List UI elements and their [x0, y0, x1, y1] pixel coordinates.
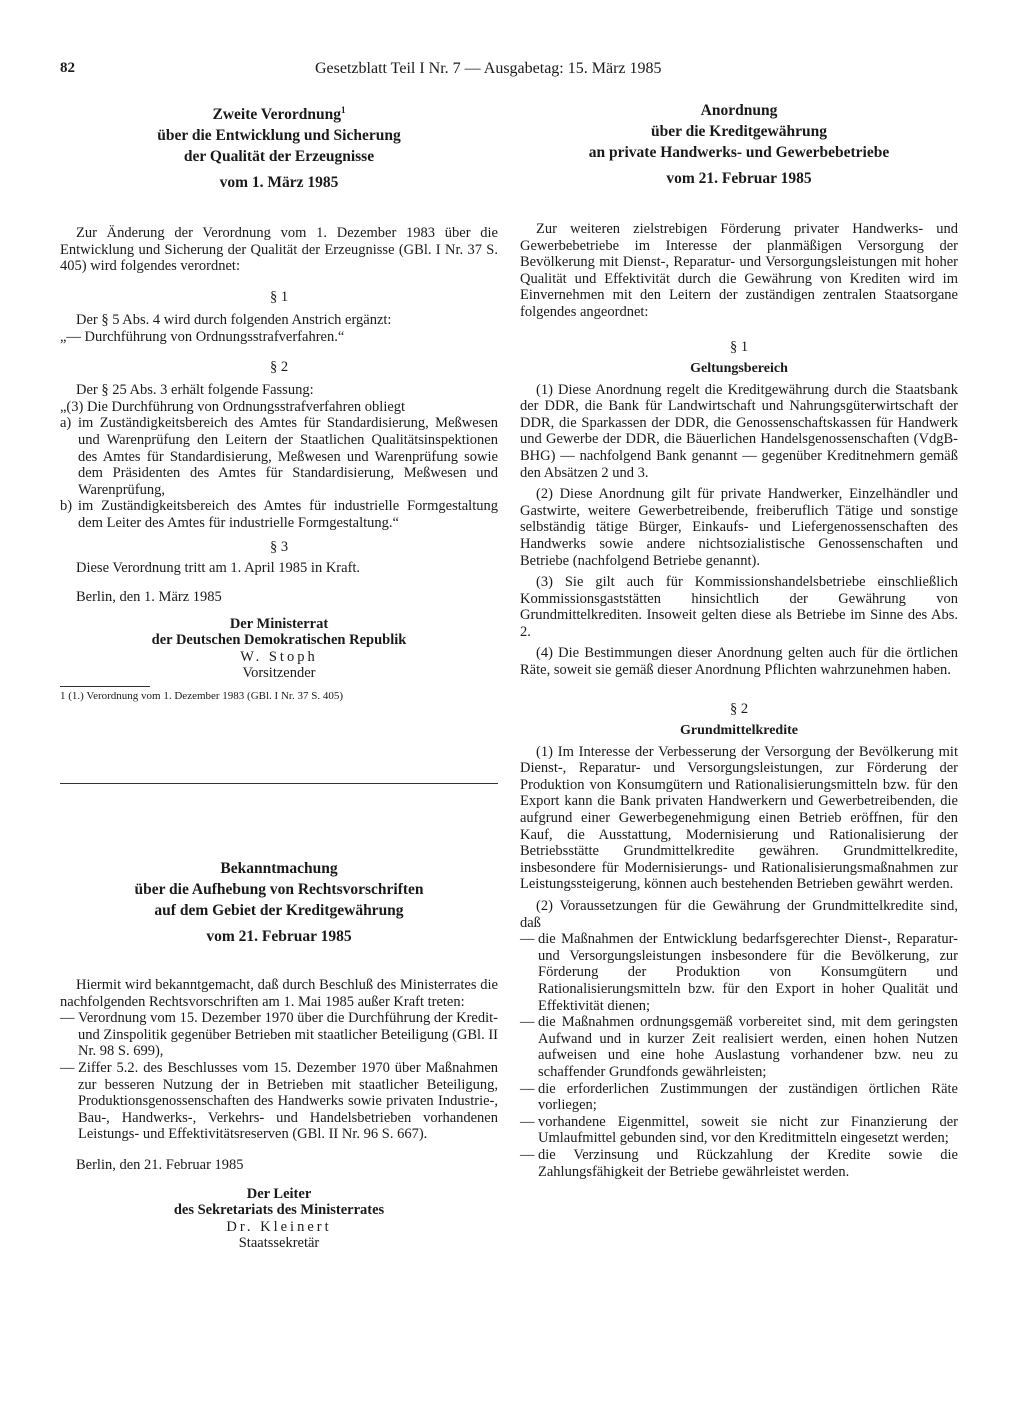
- list-marker: b): [60, 498, 73, 515]
- list-item: [60, 498, 498, 531]
- signatory-org: der Deutschen Demokratischen Republik: [151, 632, 407, 649]
- list-marker: —: [520, 1080, 535, 1097]
- list-text: vorhandene Eigenmittel, soweit sie nicht zur Finanzierung der Umlaufmittel gebunden sind, vor den Kreditmitteln eingesetzt werden;: [538, 1113, 958, 1147]
- paragraph: (2) Voraussetzungen für die Gewährung der Grundmittelkredite sind, daß: [520, 898, 958, 931]
- decree-title-line: über die Entwicklung und Sicherung: [157, 127, 401, 145]
- section-text: Diese Verordnung tritt am 1. April 1985 in Kraft.: [76, 560, 361, 577]
- decree-title: [60, 100, 498, 193]
- section-heading: § 3: [269, 539, 289, 556]
- order-title: [520, 100, 958, 189]
- decree-title-line: Zweite Verordnung: [212, 106, 341, 124]
- section-quote: „(3) Die Durchführung von Ordnungsstrafverfahren obliegt: [60, 398, 406, 415]
- section-title: Grundmittelkredite: [680, 722, 798, 738]
- order-intro: Zur weiteren zielstrebigen Förderung privater Handwerks- und Gewerbebetriebe im Interesse der planmäßigen Versorgung der Bevölkerung mit Dienst-, Reparatur- und Versorgungsleistungen mit hoher Qualität und Effektivität durch die Gewährung von Krediten wird im Einvernehmen mit den Leitern der zuständigen zentralen Staatsorgane folgendes angeordnet:: [520, 221, 958, 320]
- notice-title: [60, 858, 498, 947]
- decree-date: vom 1. März 1985: [219, 174, 339, 192]
- list-marker: a): [60, 415, 72, 432]
- list-text: die Verzinsung und Rückzahlung der Kredite sowie die Zahlungsfähigkeit der Betriebe gewährleistet werden.: [538, 1146, 958, 1180]
- list-text: die Maßnahmen ordnungsgemäß vorbereitet sind, mit dem geringsten Aufwand und in kurzer Zeit realisiert werden, einen hohen Nutzen aufweisen und eine hohe Auslastung vorhandener bzw. neu zu schaffender Grundfonds gewährleisten;: [538, 1014, 958, 1080]
- place-date: Berlin, den 21. Februar 1985: [76, 1156, 244, 1173]
- list-item: [60, 1060, 498, 1143]
- list-item: [520, 1081, 958, 1114]
- section-quote: „— Durchführung von Ordnungsstrafverfahren.“: [60, 328, 345, 345]
- list-marker: —: [60, 1010, 75, 1027]
- footnote-marker: 1: [340, 105, 346, 115]
- section-text: Der § 5 Abs. 4 wird durch folgenden Anstrich ergänzt:: [76, 311, 392, 328]
- section-heading: § 1: [729, 338, 749, 355]
- notice-date: vom 21. Februar 1985: [206, 928, 352, 946]
- notice-title-line: Bekanntmachung: [220, 860, 338, 878]
- list-marker: —: [520, 1146, 535, 1163]
- list-text: im Zuständigkeitsbereich des Amtes für industrielle Formgestaltung dem Leiter des Amtes für industrielle Formgestaltung.“: [78, 498, 498, 531]
- list-text: Ziffer 5.2. des Beschlusses vom 15. Dezember 1970 über Maßnahmen zur besseren Nutzung der in Betrieben mit staatlicher Beteiligung, Produktionsgenossenschaften des Handwerks sowie privaten Industrie-, Bau-, Handwerks-, Verkehrs- und Handelsbetrieben vorhandenen Leistungs- und Effektivitätsreserven (GBl. II Nr. 96 S. 667).: [78, 1060, 498, 1143]
- list-item: [60, 415, 498, 498]
- running-head: Gesetzblatt Teil I Nr. 7 — Ausgabetag: 15. März 1985: [315, 60, 662, 77]
- list-text: die Maßnahmen der Entwicklung bedarfsgerechter Dienst-, Reparatur- und Versorgungsleistungen insbesondere für die Bevölkerung, zur Förderung der Produktion von Konsumgütern und Rationalisierungsmitteln bzw. für den Export in hoher Qualität und Effektivität dienen;: [538, 931, 958, 1014]
- paragraph: (3) Sie gilt auch für Kommissionshandelsbetriebe einschließlich Kommissionsgaststätten hinsichtlich der Gewährung von Grundmittelkrediten. Insoweit gelten diese als Betriebe im Sinne des Abs. 2.: [520, 574, 958, 640]
- signatory-org: Der Leiter: [246, 1185, 312, 1202]
- order-title-line: Anordnung: [700, 102, 778, 119]
- section-title: Geltungsbereich: [690, 360, 788, 376]
- signatory-role: Staatssekretär: [238, 1235, 320, 1252]
- section-heading: § 1: [269, 288, 289, 305]
- order-title-line: an private Handwerks- und Gewerbebetriebe: [588, 144, 890, 161]
- signature-block: [60, 1186, 498, 1252]
- signatory-name: Dr. Kleinert: [226, 1218, 332, 1235]
- notice-title-line: auf dem Gebiet der Kreditgewährung: [154, 902, 404, 920]
- order-title-line: über die Kreditgewährung: [651, 123, 827, 140]
- list-item: [520, 1114, 958, 1147]
- place-date: Berlin, den 1. März 1985: [76, 589, 222, 606]
- list-item: [520, 931, 958, 1014]
- section-heading: § 2: [729, 700, 749, 717]
- list-item: [60, 1010, 498, 1060]
- decree-title-line: der Qualität der Erzeugnisse: [183, 148, 375, 166]
- left-column: [60, 100, 498, 1252]
- list-marker: —: [520, 1113, 535, 1130]
- list-text: die erforderlichen Zustimmungen der zuständigen örtlichen Räte vorliegen;: [538, 1080, 958, 1114]
- right-column: [520, 100, 958, 1180]
- section-heading: § 2: [269, 359, 289, 376]
- notice-intro: Hiermit wird bekanntgemacht, daß durch Beschluß des Ministerrates die nachfolgenden Rechtsvorschriften am 1. Mai 1985 außer Kraft treten:: [60, 977, 498, 1010]
- signatory-name: W. Stoph: [240, 648, 318, 665]
- footnote-divider: [60, 686, 150, 687]
- section-text: Der § 25 Abs. 3 erhält folgende Fassung:: [76, 382, 314, 399]
- signature-block: [60, 616, 498, 682]
- paragraph: (1) Im Interesse der Verbesserung der Versorgung der Bevölkerung mit Dienst-, Reparatur- und Versorgungsleistungen, zur Förderung der Produktion von Konsumgütern und Rationalisierungsmitteln bzw. für den Export kann die Bank privaten Handwerkern und Gewerbetreibenden, die aufgrund einer Gewerbegenehmigung einen Betrieb eröffnen, für den Kauf, die Ausstattung, Modernisierung und Rationalisierung der Betriebsstätte Grundmittelkredite gewähren. Grundmittelkredite, insbesondere für Modernisierungs- und Rationalisierungsmaßnahmen zur Leistungssteigerung, können auch bestehenden Betrieben gewährt werden.: [520, 743, 958, 893]
- list-marker: —: [520, 931, 535, 948]
- list-text: im Zuständigkeitsbereich des Amtes für Standardisierung, Meßwesen und Warenprüfung den Leitern der Staatlichen Qualitätsinspektionen des Amtes für Standardisierung, Meßwesen und Warenprüfung sowie dem Präsidenten des Amtes für Standardisierung, Meßwesen und Warenprüfung,: [78, 415, 498, 498]
- footnote: 1 (1.) Verordnung vom 1. Dezember 1983 (GBl. I Nr. 37 S. 405): [60, 690, 344, 703]
- paragraph: (4) Die Bestimmungen dieser Anordnung gelten auch für die örtlichen Räte, soweit sie gemäß dieser Anordnung Pflichten wahrzunehmen haben.: [520, 645, 958, 679]
- order-date: vom 21. Februar 1985: [666, 170, 812, 187]
- decree-intro: Zur Änderung der Verordnung vom 1. Dezember 1983 über die Entwicklung und Sicherung der Qualität der Erzeugnisse (GBl. I Nr. 37 S. 405) wird folgendes verordnet:: [60, 225, 498, 275]
- list-item: [520, 1147, 958, 1180]
- signatory-role: Vorsitzender: [242, 665, 316, 682]
- signatory-org: Der Ministerrat: [229, 615, 329, 632]
- list-marker: —: [60, 1060, 75, 1076]
- list-text: Verordnung vom 15. Dezember 1970 über die Durchführung der Kredit- und Zinspolitik gegenüber Betrieben mit staatlicher Beteiligung (GBl. II Nr. 98 S. 699),: [78, 1010, 498, 1060]
- signatory-org: des Sekretariats des Ministerrates: [173, 1202, 385, 1219]
- notice-title-line: über die Aufhebung von Rechtsvorschriften: [134, 881, 424, 899]
- list-marker: —: [520, 1014, 535, 1031]
- paragraph: (1) Diese Anordnung regelt die Kreditgewährung durch die Staatsbank der DDR, die Bank für Landwirtschaft und Nahrungsgüterwirtschaft der DDR, die Sparkassen der DDR, die Genossenschaftskassen für Handwerk und Gewerbe der DDR, die Bäuerlichen Handelsgenossenschaften (VdgB-BHG) — nachfolgend Bank genannt — gegenüber Kreditnehmern gemäß den Absätzen 2 und 3.: [520, 381, 958, 481]
- page-number: 82: [60, 60, 75, 76]
- list-item: [520, 1014, 958, 1080]
- paragraph: (2) Diese Anordnung gilt für private Handwerker, Einzelhändler und Gastwirte, weitere Gewerbetreibende, freiberuflich Tätige und sonstige selbständig tätige Bürger, Einkaufs- und Liefergenossenschaften des Handwerks sowie andere nichtsozialistische Genossenschaften und Betriebe (nachfolgend Betriebe genannt).: [520, 486, 958, 569]
- section-divider: [60, 783, 498, 784]
